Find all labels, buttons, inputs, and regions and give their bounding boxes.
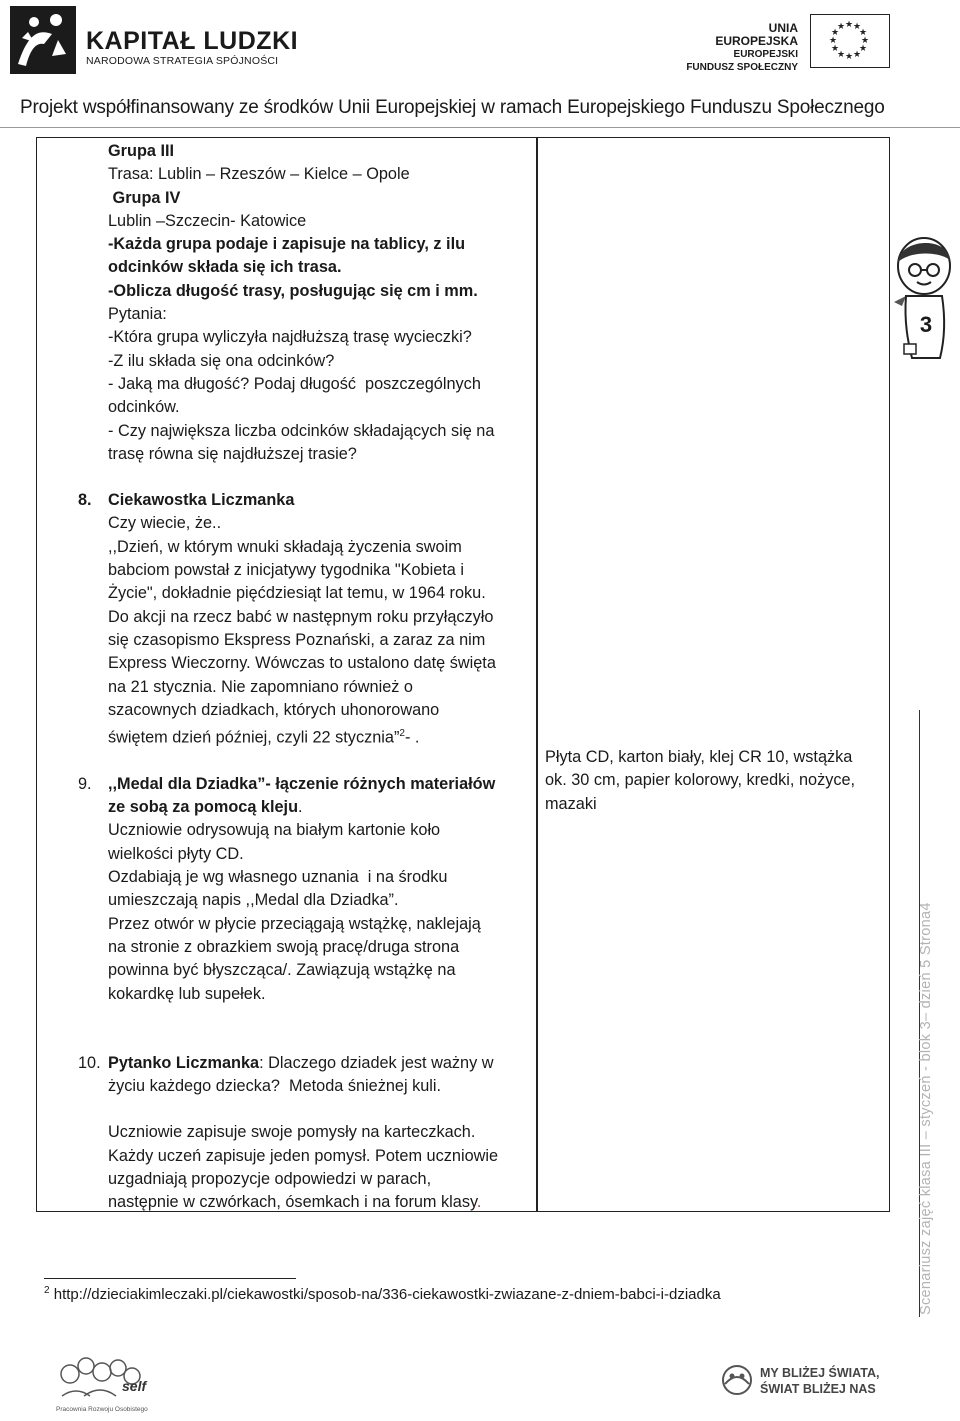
group-3-title: Grupa III xyxy=(108,142,175,160)
section-10-p2-line-4 xyxy=(108,1191,528,1214)
kapital-ludzki-title: KAPITAŁ LUDZKI xyxy=(86,27,299,55)
question-3-line-1: - Jaką ma długość? Podaj długość poszczególnych xyxy=(108,374,481,393)
section-9-line-3: Ozdabiają je wg własnego uznania i na środku xyxy=(108,868,448,887)
svg-text:★: ★ xyxy=(830,44,840,54)
question-1: -Która grupa wyliczyła najdłuższą trasę wycieczki? xyxy=(108,328,472,347)
section-10-line-1 xyxy=(108,1052,528,1075)
globe-people-icon xyxy=(720,1362,754,1398)
footnote xyxy=(44,1285,721,1303)
lesson-steps-column xyxy=(78,140,528,1215)
svg-text:★: ★ xyxy=(844,20,854,30)
eu-line-2: EUROPEJSKI xyxy=(733,49,798,60)
section-8-line-6: się czasopismo Ekspress Poznański, a zaraz za nim xyxy=(108,630,486,649)
questions-label: Pytania: xyxy=(108,305,167,324)
svg-text:★: ★ xyxy=(858,44,868,54)
svg-text:★: ★ xyxy=(852,22,862,32)
footnote-ref[interactable]: 2 xyxy=(399,728,405,740)
eu-stars-icon xyxy=(811,15,888,66)
eu-line-3: FUNDUSZ SPOŁECZNY xyxy=(686,62,798,73)
section-8-line-10-end: - . xyxy=(404,728,420,747)
question-3-line-2: odcinków. xyxy=(108,398,180,417)
eu-flag-icon xyxy=(810,14,890,68)
self-logo-text: self xyxy=(122,1378,147,1394)
section-10-title: Pytanko Liczmanka xyxy=(108,1053,260,1072)
section-8-line-2: ,,Dzień, w którym wnuki składają życzenia swoim xyxy=(108,537,462,556)
section-9-title-line-2 xyxy=(108,796,528,819)
liczmanek-mascot xyxy=(890,232,960,362)
mascot-badge: 3 xyxy=(919,312,933,337)
section-10-p2-line-1: Uczniowie zapisuje swoje pomysły na karteczkach. xyxy=(108,1123,476,1142)
task-1-line-2: odcinków składa się ich trasa. xyxy=(108,258,342,277)
section-10-p2-dot: . xyxy=(476,1193,482,1212)
question-4-line-2: trasę równa się najdłuższej trasie? xyxy=(108,444,357,463)
section-10 xyxy=(78,1052,528,1215)
question-2: -Z ilu składa się ona odcinków? xyxy=(108,351,335,370)
materials-line-3: mazaki xyxy=(545,794,597,813)
eu-fund-text xyxy=(684,22,798,74)
kapital-ludzki-logo xyxy=(8,4,78,76)
mascot-figure-icon xyxy=(890,232,960,362)
section-9-title-line-1: ,,Medal dla Dziadka”- łączenie różnych materiałów xyxy=(108,774,496,793)
footnote-url[interactable]: http://dzieciakimleczaki.pl/ciekawostki/sposob-na/336-ciekawostki-zwiazane-z-dniem-babci-i-dziadka xyxy=(49,1286,721,1303)
section-9-title-dot: . xyxy=(298,798,303,817)
section-10-line-2: życiu każdego dziecka? Metoda śnieżnej kuli. xyxy=(108,1077,442,1096)
section-8-line-8: na 21 stycznia. Nie zapomniano również o xyxy=(108,677,413,696)
section-9 xyxy=(78,773,528,1006)
materials-column xyxy=(545,746,885,816)
section-10-p2-line-3: uzgadniają propozycje odpowiedzi w parach, xyxy=(108,1170,432,1188)
self-logo xyxy=(56,1352,166,1418)
section-8-line-5: Do akcji na rzecz babć w następnym roku przyłączyło xyxy=(108,607,494,626)
section-8-line-7: Express Wieczorny. Wówczas to ustalono datę święta xyxy=(108,654,496,673)
self-logo-caption: Pracownia Rozwoju Osobistego xyxy=(56,1406,148,1413)
footnote-rule xyxy=(44,1278,296,1279)
task-1-line-1: -Każda grupa podaje i zapisuje na tablicy, z ilu xyxy=(108,235,466,254)
footer-right-line-1: MY BLIŻEJ ŚWIATA, xyxy=(760,1366,880,1380)
eu-line-1: UNIA EUROPEJSKA xyxy=(715,21,798,48)
side-scenario-text: Scenariusz zajęć klasa III – styczeń - blok 3– dzień 5 Strona4 xyxy=(918,902,934,1315)
section-9-line-5: Przez otwór w płycie przeciągają wstążkę, naklejają xyxy=(108,914,481,933)
section-9-number: 9. xyxy=(78,774,92,793)
svg-text:★: ★ xyxy=(836,50,846,60)
section-8-line-3: babciom powstał z inicjatywy tygodnika "Kobieta i xyxy=(108,561,465,580)
svg-text:★: ★ xyxy=(860,36,870,46)
svg-text:★: ★ xyxy=(828,36,838,46)
self-logo-icon xyxy=(56,1352,166,1402)
svg-text:★: ★ xyxy=(830,28,840,38)
my-blizej-swiata-logo-icon xyxy=(720,1362,754,1398)
kapital-ludzki-text xyxy=(86,28,298,67)
section-10-number: 10. xyxy=(78,1053,101,1072)
kapital-ludzki-emblem-icon xyxy=(8,4,78,76)
section-9-line-6: na stronie z obrazkiem swoją pracę/druga strona xyxy=(108,937,460,956)
section-8-number: 8. xyxy=(78,491,92,510)
section-9-line-7: powinna być błyszcząca/. Zawiązują wstążkę na xyxy=(108,961,456,980)
section-10-line-1-rest: : Dlaczego dziadek jest ważny w xyxy=(259,1053,494,1072)
section-8 xyxy=(78,489,528,750)
materials-line-2: ok. 30 cm, papier kolorowy, kredki, nożyce, xyxy=(545,771,856,790)
question-4-line-1: - Czy największa liczba odcinków składających się na xyxy=(108,421,495,440)
footer-right-line-2: ŚWIAT BLIŻEJ NAS xyxy=(760,1382,876,1396)
section-10-p2-line-4-text: następnie w czwórkach, ósemkach i na forum klasy xyxy=(108,1193,477,1212)
materials-line-1: Płyta CD, karton biały, klej CR 10, wstążka xyxy=(545,748,853,766)
svg-text:★: ★ xyxy=(844,52,854,62)
footnote-number: 2 xyxy=(44,1285,50,1296)
section-8-line-9: szacownych dziadkach, których uhonorowano xyxy=(108,700,440,719)
section-8-title: Ciekawostka Liczmanka xyxy=(108,491,295,510)
section-9-line-4: umieszczają napis ,,Medal dla Dziadka”. xyxy=(108,891,399,910)
section-8-line-10-text: świętem dzień później, czyli 22 stycznia” xyxy=(108,728,400,747)
svg-text:★: ★ xyxy=(836,22,846,32)
section-9-title-line-2-text: ze sobą za pomocą kleju xyxy=(108,798,299,817)
table-column-divider xyxy=(536,137,538,1212)
group-4-route: Lublin –Szczecin- Katowice xyxy=(108,211,307,230)
group-3-route: Trasa: Lublin – Rzeszów – Kielce – Opole xyxy=(108,165,410,184)
section-10-p2-line-2: Każdy uczeń zapisuje jeden pomysł. Potem uczniowie xyxy=(108,1146,499,1165)
group-4-title: Grupa IV xyxy=(108,188,181,207)
section-8-line-4: Życie", dokładnie pięćdziesiąt lat temu, w 1964 roku. xyxy=(108,584,486,603)
svg-text:★: ★ xyxy=(852,50,862,60)
section-9-line-8: kokardkę lub supełek. xyxy=(108,984,266,1003)
section-8-line-1: Czy wiecie, że.. xyxy=(108,514,222,533)
kapital-ludzki-subtitle: NARODOWA STRATEGIA SPÓJNOŚCI xyxy=(86,55,279,67)
section-9-line-2: wielkości płyty CD. xyxy=(108,844,244,863)
section-8-line-10 xyxy=(108,722,528,750)
task-2: -Oblicza długość trasy, posługując się cm i mm. xyxy=(108,281,478,300)
header-divider xyxy=(0,127,960,128)
section-9-line-1: Uczniowie odrysowują na białym kartonie koło xyxy=(108,821,441,840)
my-blizej-swiata-text xyxy=(760,1365,879,1397)
svg-text:★: ★ xyxy=(858,28,868,38)
project-cofinancing-line: Projekt współfinansowany ze środków Unii Europejskiej w ramach Europejskiego Funduszu Społecznego xyxy=(20,97,885,118)
